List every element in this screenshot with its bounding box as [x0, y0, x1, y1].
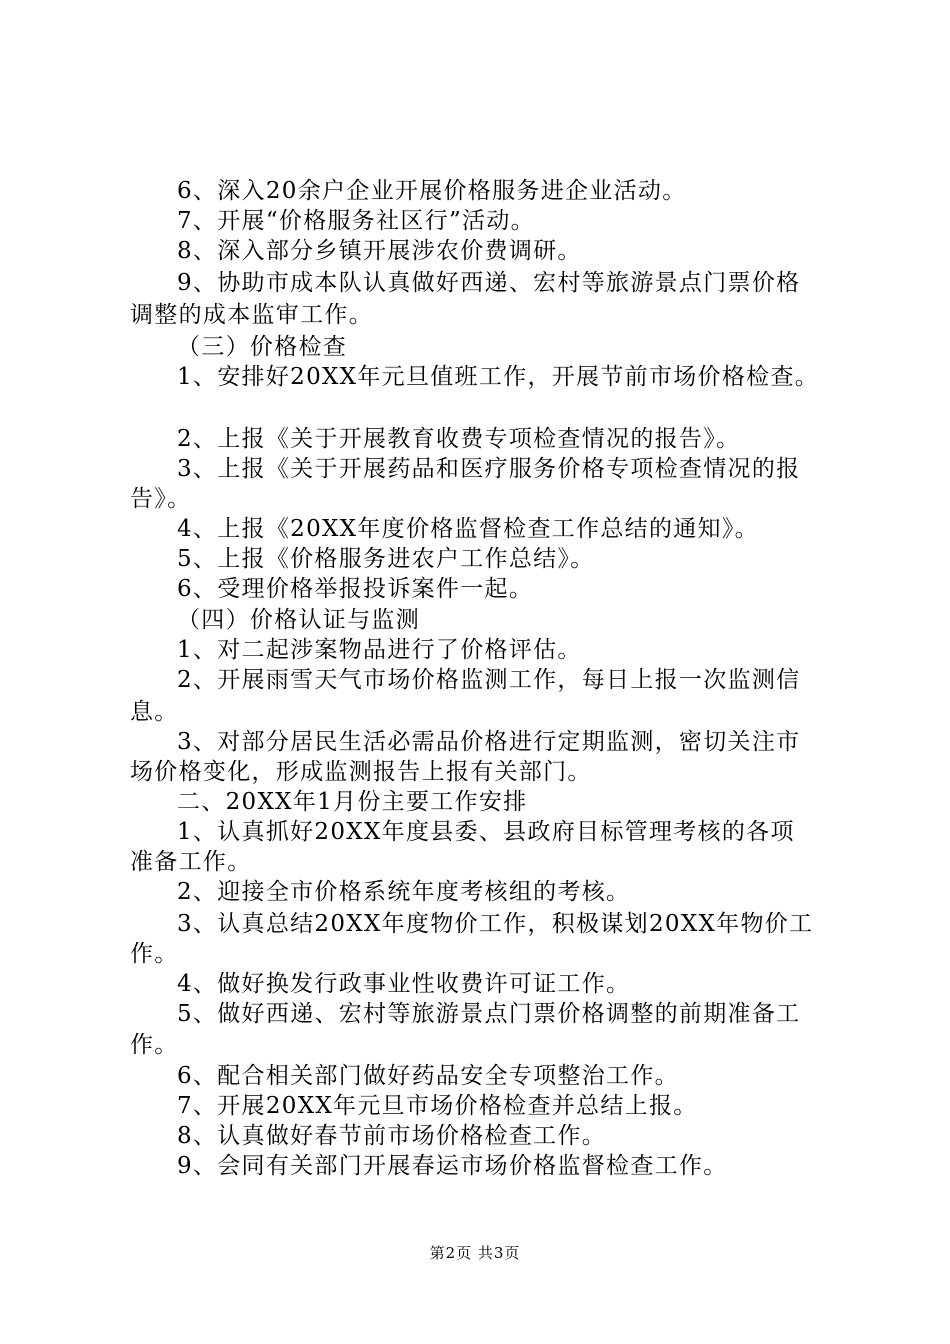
- text-line: 7、开展20XX年元旦市场价格检查并总结上报。: [177, 1093, 698, 1119]
- text-line: 4、上报《20XX年度价格监督检查工作总结的通知》。: [177, 516, 759, 542]
- text-line: 8、认真做好春节前市场价格检查工作。: [177, 1123, 607, 1149]
- text-line: 2、开展雨雪天气市场价格监测工作，每日上报一次监测信: [177, 667, 801, 693]
- text-line: 1、安排好20XX年元旦值班工作，开展节前市场价格检查。: [177, 364, 820, 390]
- text-line: 5、上报《价格服务进农户工作总结》。: [177, 546, 595, 572]
- text-line: 告》。: [130, 486, 192, 512]
- text-line: 场价格变化，形成监测报告上报有关部门。: [130, 759, 592, 785]
- text-line: 6、受理价格举报投诉案件一起。: [177, 576, 534, 602]
- text-line: 1、对二起涉案物品进行了价格评估。: [177, 637, 582, 663]
- text-line: 7、开展“价格服务社区行”活动。: [177, 208, 535, 234]
- page-footer: 第2页 共3页: [429, 1244, 521, 1262]
- text-line: 6、深入20余户企业开展价格服务进企业活动。: [177, 178, 687, 204]
- text-line: 8、深入部分乡镇开展涉农价费调研。: [177, 238, 582, 264]
- text-line: 作。: [130, 1032, 179, 1058]
- text-line: 作。: [130, 941, 179, 967]
- text-line: 3、对部分居民生活必需品价格进行定期监测，密切关注市: [177, 729, 801, 755]
- section-heading: （三）价格检查: [177, 334, 348, 360]
- section-heading: （四）价格认证与监测: [177, 607, 420, 633]
- text-line: 3、认真总结20XX年度物价工作，积极谋划20XX年物价工: [177, 911, 814, 937]
- text-line: 1、认真抓好20XX年度县委、县政府目标管理考核的各项: [177, 819, 795, 845]
- text-line: 息。: [130, 699, 179, 725]
- text-line: 2、迎接全市价格系统年度考核组的考核。: [177, 879, 631, 905]
- text-line: 9、协助市成本队认真做好西递、宏村等旅游景点门票价格: [177, 270, 801, 296]
- text-line: 2、上报《关于开展教育收费专项检查情况的报告》。: [177, 426, 741, 452]
- section-heading: 二、20XX年1月份主要工作安排: [177, 789, 528, 815]
- text-line: 6、配合相关部门做好药品安全专项整治工作。: [177, 1063, 679, 1089]
- text-line: 9、会同有关部门开展春运市场价格监督检查工作。: [177, 1153, 728, 1179]
- text-line: 4、做好换发行政事业性收费许可证工作。: [177, 971, 631, 997]
- text-line: 准备工作。: [130, 849, 252, 875]
- text-line: 5、做好西递、宏村等旅游景点门票价格调整的前期准备工: [177, 1001, 801, 1027]
- text-line: 调整的成本监审工作。: [130, 302, 373, 328]
- text-line: 3、上报《关于开展药品和医疗服务价格专项检查情况的报: [177, 456, 801, 482]
